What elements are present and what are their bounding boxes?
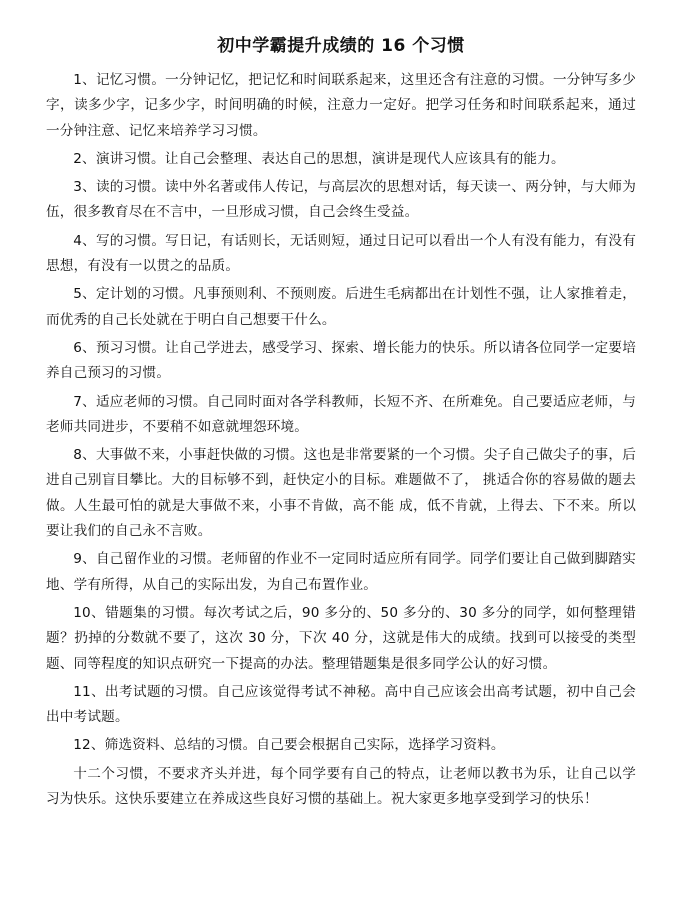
paragraph-habit-8: 8、大事做不来，小事赶快做的习惯。这也是非常要紧的一个习惯。尖子自己做尖子的事，后进自己别盲目攀比。大的目标够不到，赶快定小的目标。难题做不了， 挑适合你的容易做的题去做。人生最可怕的就是大事做不来，小事不肯做，高不能 成，低不肯就，上得去、下不来。所以要让我们的自己永不言败。 (46, 447, 636, 540)
paragraph-habit-3: 3、读的习惯。读中外名著或伟人传记，与高层次的思想对话，每天读一、两分钟，与大师为伍，很多教育尽在不言中，一旦形成习惯，自己会终生受益。 (46, 179, 636, 221)
paragraph-habit-11: 11、出考试题的习惯。自己应该觉得考试不神秘。高中自己应该会出高考试题，初中自己会出中考试题。 (46, 683, 636, 726)
paragraph-habit-5: 5、定计划的习惯。凡事预则利、不预则废。后进生毛病都出在计划性不强，让人家推着走，而优秀的自己长处就在于明白自己想要干什么。 (46, 286, 636, 328)
paragraph-habit-9: 9、自己留作业的习惯。老师留的作业不一定同时适应所有同学。同学们要让自己做到脚踏实地、学有所得，从自己的实际出发，为自己布置作业。 (46, 551, 636, 593)
paragraph-habit-7: 7、适应老师的习惯。自己同时面对各学科教师，长短不齐、在所难免。自己要适应老师，与老师共同进步，不要稍不如意就埋怨环境。 (46, 393, 636, 435)
paragraph-habit-2: 2、演讲习惯。让自己会整理、表达自己的思想，演讲是现代人应该具有的能力。 (73, 150, 565, 167)
paragraph-habit-12: 12、筛选资料、总结的习惯。自己要会根据自己实际，选择学习资料。 (73, 737, 505, 754)
document-title: 初中学霸提升成绩的 16 个习惯 (217, 36, 465, 56)
paragraph-habit-6: 6、预习习惯。让自己学进去，感受学习、探索、增长能力的快乐。所以请各位同学一定要培养自己预习的习惯。 (46, 339, 636, 382)
paragraph-conclusion: 十二个习惯，不要求齐头并进，每个同学要有自己的特点，让老师以教书为乐，让自己以学习为快乐。这快乐要建立在养成这些良好习惯的基础上。祝大家更多地享受到学习的快乐！ (46, 765, 636, 808)
paragraph-habit-10: 10、错题集的习惯。每次考试之后，90 多分的、50 多分的、30 多分的同学，如何整理错题？扔掉的分数就不要了，这次 30 分，下次 40 分，这就是伟大的成绩。找到可以接受的类型题、同等程度的知识点研究一下提高的办法。整理错题集是很多同学公认的好习惯。 (46, 604, 636, 672)
paragraph-habit-4: 4、写的习惯。写日记，有话则长，无话则短，通过日记可以看出一个人有没有能力，有没有思想，有没有一以贯之的品质。 (46, 232, 636, 275)
paragraph-habit-1: 1、记忆习惯。一分钟记忆，把记忆和时间联系起来，这里还含有注意的习惯。一分钟写多少字，读多少字，记多少字，时间明确的时候，注意力一定好。把学习任务和时间联系起来，通过一分钟注意、记忆来培养学习习惯。 (46, 72, 636, 139)
